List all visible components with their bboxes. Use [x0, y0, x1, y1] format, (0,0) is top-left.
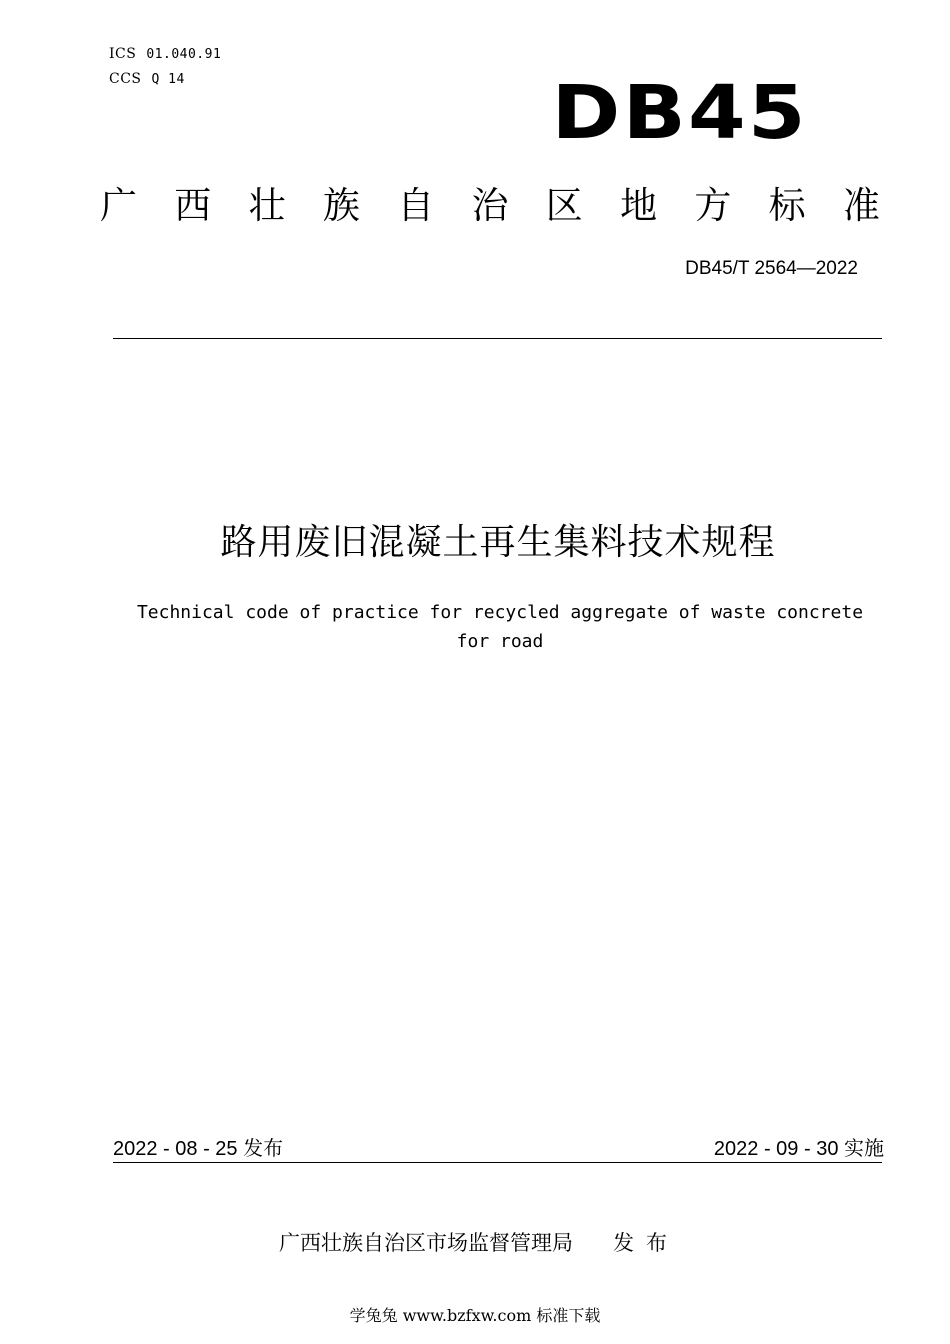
standard-type-char: 自: [397, 184, 435, 227]
bottom-divider: [113, 1162, 882, 1163]
standard-type-heading: [100, 181, 880, 231]
publisher-action: 发布: [613, 1231, 679, 1255]
db45-logo: DB45: [551, 70, 808, 156]
ics-label: ICS: [109, 46, 137, 62]
footer-watermark: 学兔兔 www.bzfxw.com 标准下载: [349, 1306, 601, 1325]
standard-type-char: 广: [100, 184, 137, 227]
issue-date: 2022 - 08 - 25 发布: [113, 1138, 284, 1160]
standard-type-char: 地: [620, 184, 658, 227]
standard-type-char: 准: [842, 184, 880, 227]
ccs-classification: [109, 71, 185, 87]
ics-classification: [109, 46, 221, 62]
standard-type-char: 西: [174, 184, 212, 227]
standard-type-char: 族: [322, 184, 360, 227]
english-title-line-1: Technical code of practice for recycled aggregate of waste concrete: [136, 602, 864, 623]
standard-type-char: 标: [768, 184, 806, 227]
english-title-line-2: for road: [456, 631, 544, 652]
document-title-english: [100, 598, 900, 656]
top-divider: [113, 338, 882, 339]
publisher-name: 广西壮族自治区市场监督管理局: [279, 1231, 573, 1255]
ccs-code: Q 14: [151, 72, 185, 87]
standard-type-char: 区: [545, 184, 583, 227]
standard-type-char: 治: [471, 184, 509, 227]
standard-type-char: 壮: [248, 184, 286, 227]
ccs-label: CCS: [109, 71, 142, 87]
publisher-line: [279, 1227, 679, 1257]
standard-type-char: 方: [694, 184, 732, 227]
implementation-date: 2022 - 09 - 30 实施: [713, 1138, 884, 1160]
standard-number: DB45/T 2564—2022: [685, 258, 858, 279]
document-title-chinese: 路用废旧混凝土再生集料技术规程: [220, 522, 776, 563]
ics-code: 01.040.91: [146, 47, 222, 62]
